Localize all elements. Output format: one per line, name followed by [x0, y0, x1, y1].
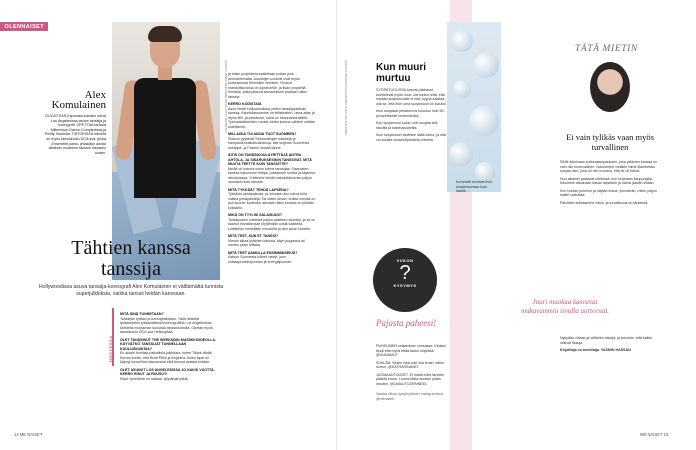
person-info [42, 90, 106, 155]
pull-quote: Juuri muokaa kasvavat mukavammin sivulla uurteessa. [520, 298, 610, 315]
image-caption: Keramidit toimivat ihon suojamuurissa kuin laastin ... [456, 180, 493, 193]
left-column-2: ja toisin projektista saattetaan poltaa pois perustelematta. Asuntojen vuokrat ovat myös korkeammat Helsinkiin verraten. Ruusut: mahdollisuuksia on loputtomiin, ja ilsan ympärillä ihmisillä, jotka jakavat samanlaisen palavan halun tanssia. KERRO KODISTASI. Asun North Hollywoodissa yhden tanssijaystävän kanssa. Asuntolassamme on leffateatteri, uima-allas ja myös tiiili- ja pesukone, mikä on harvinaista täällä. Työmatkakiireiden vuoksi vietän kotona vähiten mitään todellisesti. MILLAISIA TULIAISIA TUOT SUOMEEN? Siskoni pyytävät Yhdysvaltojen karkkeja ja hampaidenvalkaisuliuskoja. Itse kuljetan Suomesta ruisleipä- ja Fazerin sinistä tänne. ÄITIS ON TANSSIKOULUYRITTÄJÄ ANTRA AHTOLA, JA SISARUKSESIKIN TANSSIVAT. MITÄ MUUTA TEETTE KUIN TANSSITTE? Meillä on kotona usein kolme tanssijaa. Sisarusten kanssa katsomme leffoja, pelaamme korttia ja käymme ravintolassa. Yritämme tehdä mahdollisimman paljon muutakin kuin tanssia. MITÄ TYKKÄÄT TEHDÄ LAPSENA? Tykkäsin pesäpallosta, ja minusta olisi voinut tulla vaikka pesäpalloilija. Tai sitten uimari, koska minulla on isot kourat. Kuitenkin aikuisen äitini kanssa on pitkään kokkailtu. MIKÄ ON TYYLISI SALAISUUS? Tanssijoiden mielestä paljon vaatteen siluettia, ja se on saanut innostamaan löytämään uusia vaatteita. Leikittelen mielellään muodolla ja den avoin uudelle. MITÄ TEET, KUN ET TANSSI? Viestin aikaa ystävien kanssa, käyn joogassa tai menen yksin leffaan. MITÄ TEET AAMULLA ENSIMMÄISEKSI? Katson Suomesta tulleet viestit, joon suklaaproteiinijuoman ja energiajuoman. [228, 72, 316, 264]
vertical-credit: TEKSTIT MARTINA KALVIAINEN, KUVA SALAISUUDET [344, 60, 348, 136]
bubble-image [447, 22, 501, 192]
question-of-week-badge: VIIKON ? KYSYMYS [373, 248, 437, 312]
title-line-1: Tähtien kanssa [71, 237, 191, 259]
op-title: Ei vain tylikäs vaan myös turvallinen [566, 132, 654, 152]
photo-caption: 23-VUOTIAS Espoosta kotoisin oleva Los Angelesissa asuva tanssija ja koreografi. OPETTAA tanssia Millennium Dance Complexissa ja Pmilly Studiolla. TIKTOKISSA hänellä on myös tanssikoulu DCA:ssa, jonka Ensemble-valmi- jesiskäyn alusta aikaisiin modernin tanssin mestarin uuden. [44, 114, 106, 155]
title-line-2: tanssija [101, 258, 161, 280]
page-folio-left: 14 ME NAISET [14, 432, 43, 437]
column-title: TÄTÄ MIETIN [575, 44, 638, 54]
opinion-body-end: Nykyään vihaan ja välttelen riskejä, ja toivoisin, että kaikki olisivat fiksuja. Kirjoittaja on toimittaja. YASMIN HASSAN [560, 336, 652, 352]
photo-credit: TEKSTI LINNEA MURROBE KUVA LOTTA RUOKOLIA [224, 60, 228, 134]
article-lead: Hollywoodissa asuva tanssija-koreografi Alex Komulainen ei välttämättä tunnista superjulkkiksia, vaikka tanssii heidän kanssaan. [38, 284, 224, 297]
page-folio-right: ME NAISET 15 [640, 432, 669, 437]
headline-kun-muuri-murtuu: Kun muuri murtuu [376, 62, 426, 84]
left-column-1: MITÄ SINÄ TUNNETAAN? Tanssijan työtäni ja koreografioitani. Tällä hetkellä työskentelen pääasiallisesti koreografina Los Angelesissa kahdella muutaman kuulusta tanssistudiolla. Opetan myös tanssikoulu DCA:ssa Helsingissä. OLET TANSSINUT THE WEEKNDIN MUSIIKKIVIDEOLLA. KÄYVÄTKÖ TANSSIJAT TUNNELLAAN KUULUISUUKSIA? En aikain tunnista paikallisia julkkiksia, kuten Tiktok-tähtiä. Kerran kuulin, että Brad Pittin ja Angelina Jolien lapsi oli käynyt tunneillani kasvavana eikä tiennyt asiasta mitään. OLET ASUNUT LOS ANGELESISSA JO KAKSI VUOTTA. KERRO RISUT JA RUUSUT! Risut: työelämä on raakaa, työpäivät pitkiä, [120, 312, 216, 381]
person-name: Alex Komulainen [51, 89, 106, 111]
gutter [336, 0, 337, 450]
footer-handle: Vastaa viikon kysymykseen instagramissa @menaiset [376, 392, 443, 401]
skin-article-body: SYÖPÄTUOLISSA koevat pakkaset koettelevat myös ihoa. Jos tuntuu siltä, että mikään kosteusvoide ei riitä, syynä saattaa olla se, että ihon oma suojamuuri on kuluksi. Ihon suojaava pintakerros koostuu noin 50-prosenttisesti keramideista. Kun suojamuuri kuluu, voit suojata sitä rasvilla ja kosteusvoiteilla. Ihon suojamuuri tarvitsee lisää tukea, ja sitä voi korjata ceramidipitoisilla voiteilla. [376, 88, 447, 142]
reader-answers: PUHELIMEN selaaminen vessassa. Kinakin tiesä ettei hyvä ettää tauko nöytöstä. @OUNAMUT SUKLAA. Viiden eikä voin olla ilman, sitten sorrun. @KATHARINAVAT JUOMAAUTOUSET. Ei mistä edes tarvitse päästä eroon. Luonnollista muuten pidän muuten. @LMAIUTIJOHNNEEL [376, 344, 447, 386]
opinion-body: SAIN aikoinaan kutturakampauksen, joka ystävien kanssa se vain niin tuntuvallinen. Naurumme vieläkin viime tilanteessa suojaa olen, joka oli niin mukava, että se oli tuttua. Nuo aikaiset palaavat mielessä, kun kuljetaan kaupungilla. Kävimme aikoinaan kasan lapsetkin ja nämä jäävät rintaan. Kun hoidan puhelun ja näytän kotoa, ymmärrän, miten paljon kaikki vaikuttaa. Päivittäin kohtaamme riskin, ja turvallisuus on tärkeintä. [560, 160, 658, 205]
columnist-portrait [590, 62, 630, 112]
vertical-tag: HOSTESSA [108, 335, 113, 362]
sub-headline: Pajasta paheesi! [376, 318, 437, 328]
section-tab: OLENNAISET [0, 22, 48, 31]
article-title [40, 238, 222, 280]
